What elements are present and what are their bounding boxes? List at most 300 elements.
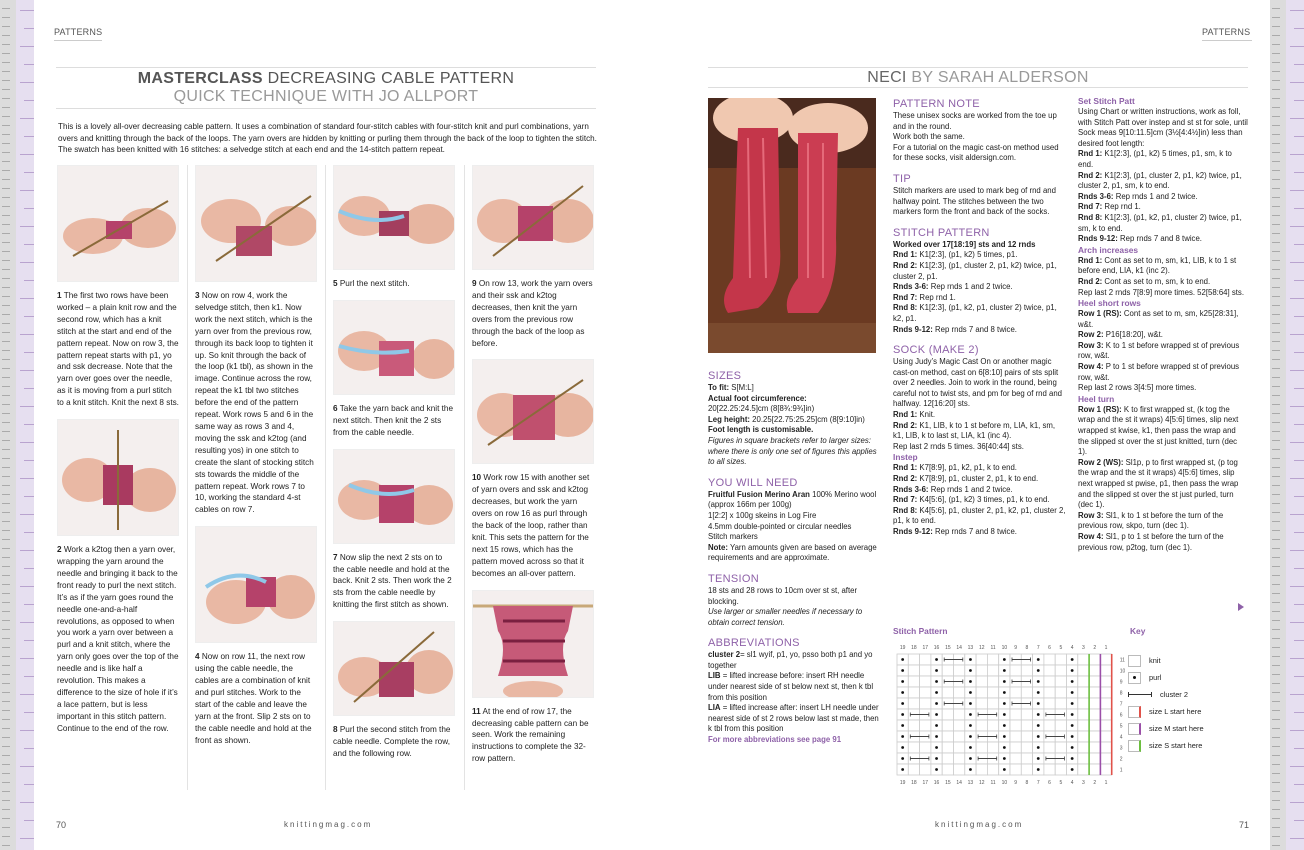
chart-cell bbox=[1010, 753, 1021, 764]
running-head: PATTERNS bbox=[1202, 27, 1252, 41]
chart-cell bbox=[1044, 698, 1055, 709]
chart-cell bbox=[1089, 764, 1100, 775]
article-title bbox=[708, 67, 1248, 88]
chart-purl-dot bbox=[969, 680, 972, 683]
chart-col-label: 3 bbox=[1082, 645, 1085, 651]
chart-cell bbox=[908, 742, 919, 753]
step-photo bbox=[195, 526, 317, 643]
chart-cell bbox=[920, 764, 931, 775]
column-4 bbox=[472, 165, 594, 775]
chart-col-label: 12 bbox=[978, 645, 985, 651]
chart-cell bbox=[908, 720, 919, 731]
set-stitch-heading: Set Stitch Patt bbox=[1078, 96, 1135, 106]
chart-purl-dot bbox=[901, 768, 904, 771]
chart-purl-dot bbox=[1003, 702, 1006, 705]
chart-purl-dot bbox=[969, 658, 972, 661]
page-number: 71 bbox=[1239, 820, 1250, 830]
website: knittingmag.com bbox=[935, 820, 1024, 829]
chart-cell bbox=[1021, 753, 1032, 764]
chart-cell bbox=[1078, 731, 1089, 742]
chart-cell bbox=[1089, 731, 1100, 742]
chart-col-label: 4 bbox=[1070, 645, 1074, 651]
chart-cell bbox=[1089, 665, 1100, 676]
chart-purl-dot bbox=[1071, 691, 1074, 694]
chart-cell bbox=[1089, 720, 1100, 731]
key-item-size-l: size L start here bbox=[1128, 703, 1204, 720]
chart-cell bbox=[920, 687, 931, 698]
step-4: 4 Now on row 11, the next row using the cable needle, the cables are a combination of knit and purl stitches. Work to the start of the cable and leave the yarn at the front. Slip 2 sts on to the cable needle and hold at the front as shown. bbox=[195, 652, 312, 745]
chart-cell bbox=[1089, 654, 1100, 665]
chart-cell bbox=[1089, 687, 1100, 698]
chart-purl-dot bbox=[969, 713, 972, 716]
need-heading: YOU WILL NEED bbox=[708, 476, 798, 489]
chart-cell bbox=[976, 654, 987, 665]
chart-col-label: 6 bbox=[1048, 780, 1051, 786]
key-item-size-s: size S start here bbox=[1128, 737, 1204, 754]
step-photo bbox=[472, 590, 594, 698]
chart-cell bbox=[908, 687, 919, 698]
chart-purl-dot bbox=[1071, 746, 1074, 749]
chart-col-label: 11 bbox=[990, 645, 996, 651]
chart-purl-dot bbox=[901, 669, 904, 672]
chart-purl-dot bbox=[935, 669, 938, 672]
instep-heading: Instep bbox=[893, 452, 918, 463]
step-photo bbox=[472, 359, 594, 464]
chart-col-label: 2 bbox=[1093, 645, 1097, 651]
chart-cell bbox=[976, 720, 987, 731]
chart-cell bbox=[908, 665, 919, 676]
chart-col-label: 3 bbox=[1082, 780, 1085, 786]
step-1: 1 The first two rows have been worked – a plain knit row and the second row, which has a knit stitch at the start and end of the pattern repeat. Now on row 3, the pattern repeat starts with p1, yo and ssk decrease. Note that the yarn over goes over the needle, as it is moving from a purl stitch to a knit stitch. Knit the next 8 sts. bbox=[57, 291, 179, 408]
chart-purl-dot bbox=[935, 768, 938, 771]
chart-cell bbox=[1078, 742, 1089, 753]
chart-cell bbox=[1100, 753, 1111, 764]
step-3: 3 Now on row 4, work the selvedge stitch, then k1. Now work the next stitch, which is the yarn over from the previous row, through its back loop to tighten it up. So knit through the back of the loop (k1 tbl), as shown in the image. Continue across the row, repeat the k1 tbl two stitches before the end of the pattern repeat. Work rows 5 and 6 in the same way as rows 3 and 4, moving the ssk and k2tog (and resulting yos) in one stitch to create the slant of stocking stitch sts towards the middle of the pattern repeat. Work rows 7 to 10, working the standard 4-st cables on row 7. bbox=[195, 291, 314, 515]
right-ruler bbox=[1270, 0, 1304, 850]
chart-purl-dot bbox=[969, 691, 972, 694]
chart-cell bbox=[976, 687, 987, 698]
chart-col-label: 11 bbox=[990, 780, 996, 786]
step-2: 2 Work a k2tog then a yarn over, wrapping the yarn around the needle and bringing it back to the front ready to purl the next stitch. It’s as if the yarn goes round the needle one-and-a-half revolutions, as opposed to when you work a yarn over between a purl and a knit stitch, where the yarn only goes over the top of the needle and is like half a revolution. This makes a difference to the size of hole if it’s a lace pattern, but is less important in this stitch pattern. Continue to the end of the row. bbox=[57, 545, 179, 733]
chart-purl-dot bbox=[1037, 713, 1040, 716]
chart-cell bbox=[1089, 753, 1100, 764]
chart-cell bbox=[954, 687, 965, 698]
chart-row-label: 4 bbox=[1119, 734, 1123, 741]
chart-purl-dot bbox=[935, 735, 938, 738]
chart-cell bbox=[1078, 709, 1089, 720]
chart-col-label: 7 bbox=[1036, 645, 1040, 651]
chart-purl-dot bbox=[901, 713, 904, 716]
chart-purl-dot bbox=[1071, 768, 1074, 771]
chart-cell bbox=[954, 731, 965, 742]
step-11: 11 At the end of row 17, the decreasing cable pattern can be seen. Work the remaining instructions to complete the 32-row pattern. bbox=[472, 706, 589, 764]
chart-cell bbox=[1021, 742, 1032, 753]
subtitle: QUICK TECHNIQUE WITH JO ALLPORT bbox=[173, 88, 479, 105]
chart-purl-dot bbox=[1037, 669, 1040, 672]
column-3 bbox=[333, 165, 455, 770]
chart-col-label: 9 bbox=[1014, 780, 1018, 786]
step-5: 5 Purl the next stitch. bbox=[333, 279, 410, 288]
step-8: 8 Purl the second stitch from the cable needle. Complete the row, and the following row. bbox=[333, 725, 451, 758]
chart-cell bbox=[942, 731, 953, 742]
chart-purl-dot bbox=[935, 680, 938, 683]
sock-photo bbox=[708, 98, 876, 353]
chart-cell bbox=[908, 698, 919, 709]
chart-col-label: 13 bbox=[967, 780, 974, 786]
sizes-section: SIZES To fit: S[M:L] Actual foot circumference: 20[22.25:24.5]cm (8[8¾:9¾]in) Leg height: 20.25[22.75:25.25]cm (8[9:10]in) Foot length is customisable. Figures in square brackets refer to larger sizes: where there is only one set of figures this applies to all sizes. YOU WILL NEED Fruitful Fusion Merino Aran 100% Merino wool (approx 166m per 100g) 1[2:2] x 100g skeins in Log Fire 4.5mm double-pointed or circular needles Stitch markers Note: Yarn amounts given are based on average requirements and are approximate. TENSION 18 sts and 28 rows to 10cm over st st, after blocking. Use larger or smaller needles if necessary to obtain correct tension. ABBREVIATIONS cluster 2= sl1 wyif, p1, yo, psso both p1 and yo together LIB = lifted increase before: insert RH needle under nearest side of st below next st, then k tbl from this position LIA = lifted increase after: insert LH needle under nearest side of st 2 rows below last st made, then k tbl from this position For more abbreviations see page 91 bbox=[708, 370, 879, 745]
left-ruler bbox=[0, 0, 34, 850]
chart-purl-dot bbox=[901, 757, 904, 760]
pattern-note-heading: PATTERN NOTE bbox=[893, 98, 980, 110]
chart-purl-dot bbox=[969, 746, 972, 749]
chart-purl-dot bbox=[1003, 713, 1006, 716]
chart-col-label: 13 bbox=[967, 645, 974, 651]
step-photo bbox=[472, 165, 594, 270]
chart-cell bbox=[954, 665, 965, 676]
chart-cell bbox=[920, 654, 931, 665]
chart-purl-dot bbox=[1003, 746, 1006, 749]
stitch-chart bbox=[893, 640, 1125, 792]
chart-purl-dot bbox=[1071, 735, 1074, 738]
chart-cell bbox=[1100, 665, 1111, 676]
chart-purl-dot bbox=[901, 746, 904, 749]
chart-cell bbox=[1100, 742, 1111, 753]
chart-cell bbox=[908, 654, 919, 665]
chart-cell bbox=[987, 742, 998, 753]
chart-cell bbox=[1021, 764, 1032, 775]
heel-short-rows-heading: Heel short rows bbox=[1078, 298, 1141, 309]
chart-purl-dot bbox=[1071, 658, 1074, 661]
chart-cell bbox=[1078, 764, 1089, 775]
chart-cell bbox=[976, 764, 987, 775]
chart-cell bbox=[1078, 720, 1089, 731]
chart-purl-dot bbox=[1071, 669, 1074, 672]
set-stitch-section: Set Stitch Patt Using Chart or written instructions, work as foll, with Stitch Patt over instep and st st for sole, until Sock meas 9[10:11.5]cm (3½[4:4½]in) less than desired foot length: Rnd 1: K1[2:3], (p1, k2) 5 times, p1, sm, k to end. Rnd 2: K1[2:3], (p1, cluster 2, p1, k2) twice, p1, cluster 2, p1, sm, k to end. Rnds 3-6: Rep rnds 1 and 2 twice. Rnd 7: Rep rnd 1. Rnd 8: K1[2:3], (p1, k2, p1, cluster 2) twice, p1, sm, k to end. Rnds 9-12: Rep rnds 7 and 8 twice. Arch increases Rnd 1: Cont as set to m, sm, k1, LIB, k to 1 st before end, LIA, k1 (inc 2). Rnd 2: Cont as set to m, sm, k to end. Rep last 2 rnds 7[8:9] more times. 52[58:64] sts. Heel short rows Row 1 (RS): Cont as set to m, sm, k25[28:31], w&t. Row 2: P16[18:20], w&t. Row 3: K to 1 st before wrapped st of previous row, w&t. Row 4: P to 1 st before wrapped st of previous row, w&t. Rep last 2 rows 3[4:5] more times. Heel turn Row 1 (RS): K to first wrapped st, (k tog the wrap and the st it wraps) 4[5:6] times, slip next wrapped st kwise, k1, then pass the wrap and the slipped st over the st just knitted, turn (dec 1). Row 2 (WS): Sl1p, p to first wrapped st, (p tog the wrap and the st it wraps) 4[5:6] times, slip next wrapped st pwise, p1, then pass the wrap and the slipped st over the st just purled, turn (dec 1). Row 3: Sl1, k to 1 st before the turn of the previous row, skpo, turn (dec 1). Row 4: Sl1, p to 1 st before the turn of the previous row, p2tog, turn (dec 1). bbox=[1078, 96, 1248, 552]
chart-cell bbox=[1055, 764, 1066, 775]
tension-heading: TENSION bbox=[708, 572, 759, 585]
chart-purl-dot bbox=[1071, 702, 1074, 705]
chart-cell bbox=[987, 720, 998, 731]
chart-col-label: 19 bbox=[899, 645, 906, 651]
chart-cell bbox=[942, 720, 953, 731]
chart-col-label: 16 bbox=[933, 780, 940, 786]
chart-cell bbox=[942, 665, 953, 676]
chart-cell bbox=[1078, 698, 1089, 709]
chart-cell bbox=[1089, 698, 1100, 709]
title-bold: MASTERCLASS bbox=[137, 70, 263, 87]
step-photo bbox=[333, 621, 455, 716]
chart-purl-dot bbox=[1003, 691, 1006, 694]
chart-purl-dot bbox=[935, 658, 938, 661]
chart-cell bbox=[1021, 665, 1032, 676]
chart-purl-dot bbox=[1037, 724, 1040, 727]
chart-col-label: 17 bbox=[922, 780, 929, 786]
chart-col-label: 2 bbox=[1093, 780, 1097, 786]
chart-col-label: 16 bbox=[933, 645, 940, 651]
chart-cell bbox=[1055, 665, 1066, 676]
chart-cell bbox=[1055, 676, 1066, 687]
chart-purl-dot bbox=[1037, 768, 1040, 771]
chart-cell bbox=[954, 709, 965, 720]
tip-heading: TIP bbox=[893, 172, 912, 185]
chart-purl-dot bbox=[935, 746, 938, 749]
chart-cell bbox=[1010, 742, 1021, 753]
chart-col-label: 1 bbox=[1104, 645, 1108, 651]
column-2 bbox=[195, 165, 317, 756]
chart-cell bbox=[1100, 654, 1111, 665]
column-1 bbox=[57, 165, 179, 745]
chart-purl-dot bbox=[935, 724, 938, 727]
chart-cell bbox=[1100, 764, 1111, 775]
chart-purl-dot bbox=[1003, 669, 1006, 672]
page-number: 70 bbox=[56, 820, 67, 830]
chart-purl-dot bbox=[1003, 735, 1006, 738]
pattern-note-section: PATTERN NOTE These unisex socks are worked from the toe up and in the round. Work both the same. For a tutorial on the magic cast-on method used for these socks, visit aldersign.com. TIP Stitch markers are used to mark beg of rnd and halfway point. The stitches between the two markers form the front and back of the socks. STITCH PATTERN Worked over 17[18:19] sts and 12 rnds Rnd 1: K1[2:3], (p1, k2) 5 times, p1. Rnd 2: K1[2:3], (p1, cluster 2, p1, k2) twice, p1, cluster 2, p1. Rnds 3-6: Rep rnds 1 and 2 twice. Rnd 7: Rep rnd 1. Rnd 8: K1[2:3], (p1, k2, p1, cluster 2) twice, p1, k2, p1. Rnds 9-12: Rep rnds 7 and 8 twice. SOCK (MAKE 2) Using Judy’s Magic Cast On or another magic cast-on method, cast on 6[8:10] pairs of sts split over 2 needles. Join to work in the round, being careful not to twist sts, and pm for beg of rnd and halfway. 12[16:20] sts. Rnd 1: Knit. Rnd 2: K1, LIB, k to 1 st before m, LIA, k1, sm, k1, LIB, k to last st, LIA, k1 (inc 4). Rep last 2 rnds 5 times. 36[40:44] sts. Instep Rnd 1: K7[8:9], p1, k2, p1, k to end. Rnd 2: K7[8:9], p1, cluster 2, p1, k to end. Rnds 3-6: Rep rnds 1 and 2 twice. Rnd 7: K4[5:6], (p1, k2) 3 times, p1, k to end. Rnd 8: K4[5:6], p1, cluster 2, p1, k2, p1, cluster 2, p1, k to end. Rnds 9-12: Rep rnds 7 and 8 twice. bbox=[893, 98, 1066, 536]
sizes-heading: SIZES bbox=[708, 370, 742, 382]
key-item-knit: knit bbox=[1128, 652, 1204, 669]
chart-cell bbox=[1010, 665, 1021, 676]
chart-cell bbox=[942, 753, 953, 764]
chart-cell bbox=[908, 676, 919, 687]
chart-col-label: 8 bbox=[1025, 645, 1029, 651]
chart-cell bbox=[942, 764, 953, 775]
chart-row-label: 8 bbox=[1119, 690, 1123, 697]
chart-purl-dot bbox=[935, 691, 938, 694]
chart-cell bbox=[1021, 687, 1032, 698]
chart-cell bbox=[1055, 654, 1066, 665]
title-rest: BY SARAH ALDERSON bbox=[906, 69, 1089, 86]
chart-cell bbox=[1021, 731, 1032, 742]
chart-purl-dot bbox=[1003, 680, 1006, 683]
chart-cell bbox=[1010, 687, 1021, 698]
chart-cell bbox=[1078, 753, 1089, 764]
chart-cell bbox=[1089, 676, 1100, 687]
chart-col-label: 18 bbox=[911, 645, 917, 651]
chart-cell bbox=[987, 676, 998, 687]
chart-cell bbox=[987, 764, 998, 775]
left-page bbox=[34, 0, 652, 850]
chart-purl-dot bbox=[1037, 746, 1040, 749]
chart-cell bbox=[1044, 720, 1055, 731]
chart-cell bbox=[1055, 742, 1066, 753]
chart-purl-dot bbox=[901, 691, 904, 694]
chart-cell bbox=[987, 654, 998, 665]
continue-arrow-icon bbox=[1238, 603, 1244, 611]
chart-cell bbox=[1055, 720, 1066, 731]
chart-cell bbox=[954, 753, 965, 764]
chart-purl-dot bbox=[969, 702, 972, 705]
step-photo bbox=[57, 419, 179, 536]
chart-col-label: 19 bbox=[899, 780, 906, 786]
chart-cell bbox=[1055, 687, 1066, 698]
chart-cell bbox=[920, 676, 931, 687]
chart-cell bbox=[1089, 742, 1100, 753]
chart-cell bbox=[1078, 665, 1089, 676]
chart-row-label: 5 bbox=[1119, 723, 1123, 730]
running-head: PATTERNS bbox=[54, 27, 102, 41]
chart-cell bbox=[1100, 720, 1111, 731]
chart-purl-dot bbox=[901, 724, 904, 727]
chart-row-label: 9 bbox=[1119, 679, 1123, 686]
title-rest: DECREASING CABLE PATTERN bbox=[262, 70, 515, 87]
chart-cell bbox=[1100, 676, 1111, 687]
chart-col-label: 12 bbox=[978, 780, 985, 786]
chart-purl-dot bbox=[935, 713, 938, 716]
chart-cell bbox=[920, 698, 931, 709]
chart-col-label: 10 bbox=[1001, 645, 1008, 651]
chart-purl-dot bbox=[969, 724, 972, 727]
more-abbreviations-link[interactable]: For more abbreviations see page 91 bbox=[708, 735, 842, 745]
chart-purl-dot bbox=[935, 702, 938, 705]
key-item-cluster: cluster 2 bbox=[1128, 686, 1204, 703]
chart-col-label: 5 bbox=[1059, 645, 1063, 651]
chart-cell bbox=[1021, 720, 1032, 731]
chart-purl-dot bbox=[1071, 757, 1074, 760]
chart-cell bbox=[1044, 742, 1055, 753]
chart-cell bbox=[1100, 687, 1111, 698]
chart-cell bbox=[1010, 731, 1021, 742]
chart-cell bbox=[942, 709, 953, 720]
chart-cell bbox=[1010, 764, 1021, 775]
chart-purl-dot bbox=[969, 669, 972, 672]
chart-cell bbox=[920, 742, 931, 753]
chart-cell bbox=[987, 698, 998, 709]
chart-cell bbox=[942, 687, 953, 698]
chart-col-label: 17 bbox=[922, 645, 929, 651]
chart-purl-dot bbox=[1037, 735, 1040, 738]
chart-cell bbox=[954, 764, 965, 775]
key-item-size-m: size M start here bbox=[1128, 720, 1204, 737]
chart-row-label: 11 bbox=[1119, 657, 1125, 664]
chart-cell bbox=[1010, 720, 1021, 731]
key-item-purl: purl bbox=[1128, 669, 1204, 686]
arch-heading: Arch increases bbox=[1078, 244, 1139, 255]
chart-key bbox=[1128, 652, 1204, 754]
chart-cell bbox=[987, 687, 998, 698]
chart-cell bbox=[1044, 654, 1055, 665]
chart-row-label: 2 bbox=[1119, 756, 1123, 763]
chart-cell bbox=[942, 742, 953, 753]
chart-cell bbox=[976, 698, 987, 709]
chart-purl-dot bbox=[1071, 724, 1074, 727]
chart-cell bbox=[920, 665, 931, 676]
sock-heading: SOCK (MAKE 2) bbox=[893, 344, 979, 357]
chart-col-label: 1 bbox=[1104, 780, 1108, 786]
chart-row-label: 1 bbox=[1119, 767, 1123, 774]
step-6: 6 Take the yarn back and knit the next stitch. Then knit the 2 sts from the cable needle. bbox=[333, 403, 454, 437]
key-title: Key bbox=[1130, 626, 1146, 636]
chart-row-label: 7 bbox=[1119, 701, 1123, 708]
heel-turn-heading: Heel turn bbox=[1078, 393, 1115, 404]
chart-purl-dot bbox=[1003, 757, 1006, 760]
chart-purl-dot bbox=[1003, 724, 1006, 727]
chart-col-label: 15 bbox=[945, 780, 951, 786]
chart-cell bbox=[954, 720, 965, 731]
step-photo bbox=[333, 165, 455, 270]
chart-purl-dot bbox=[901, 658, 904, 661]
chart-cell bbox=[1100, 709, 1111, 720]
chart-cell bbox=[1044, 665, 1055, 676]
chart-cell bbox=[987, 665, 998, 676]
chart-cell bbox=[1044, 687, 1055, 698]
chart-cell bbox=[976, 676, 987, 687]
step-photo bbox=[333, 300, 455, 395]
chart-purl-dot bbox=[969, 735, 972, 738]
abbreviations-heading: ABBREVIATIONS bbox=[708, 637, 800, 650]
chart-purl-dot bbox=[1037, 680, 1040, 683]
chart-purl-dot bbox=[1037, 757, 1040, 760]
intro-text: This is a lovely all-over decreasing cable pattern. It uses a combination of standard four-stitch cables with four-stitch knit and purl combinations, yarn overs and knitting through the back of the loops. The yarn overs are hidden by knitting or purling them through the back of the loop to tighten the stitch. The swatch has been knitted with 16 stitches: a selvedge stitch at each end and the 14-stitch pattern repeat. bbox=[58, 122, 597, 155]
chart-col-label: 6 bbox=[1048, 645, 1051, 651]
stitch-pattern-heading: STITCH PATTERN bbox=[893, 226, 990, 239]
chart-col-label: 7 bbox=[1036, 780, 1040, 786]
chart-cell bbox=[976, 665, 987, 676]
chart-cell bbox=[1044, 676, 1055, 687]
chart-col-label: 14 bbox=[956, 645, 962, 651]
chart-purl-dot bbox=[1003, 768, 1006, 771]
chart-cell bbox=[1078, 654, 1089, 665]
chart-cell bbox=[1100, 698, 1111, 709]
chart-purl-dot bbox=[1071, 713, 1074, 716]
chart-col-label: 5 bbox=[1059, 780, 1063, 786]
chart-purl-dot bbox=[1037, 691, 1040, 694]
step-photo bbox=[57, 165, 179, 282]
chart-cell bbox=[920, 720, 931, 731]
chart-purl-dot bbox=[901, 702, 904, 705]
chart-title: Stitch Pattern bbox=[893, 626, 948, 636]
chart-purl-dot bbox=[901, 680, 904, 683]
step-7: 7 Now slip the next 2 sts on to the cable needle and hold at the back. Knit 2 sts. Then work the 2 sts from the cable needle by knitting the first stitch as shown. bbox=[333, 552, 452, 610]
chart-purl-dot bbox=[1071, 680, 1074, 683]
chart-cell bbox=[1021, 709, 1032, 720]
chart-purl-dot bbox=[901, 735, 904, 738]
chart-col-label: 10 bbox=[1001, 780, 1008, 786]
chart-col-label: 18 bbox=[911, 780, 917, 786]
step-photo bbox=[195, 165, 317, 282]
chart-purl-dot bbox=[1037, 702, 1040, 705]
article-title bbox=[56, 67, 596, 109]
chart-cell bbox=[954, 742, 965, 753]
chart-cell bbox=[976, 742, 987, 753]
chart-row-label: 3 bbox=[1119, 745, 1123, 752]
chart-cell bbox=[908, 764, 919, 775]
chart-cell bbox=[1078, 676, 1089, 687]
chart-purl-dot bbox=[1003, 658, 1006, 661]
step-photo bbox=[333, 449, 455, 544]
chart-cell bbox=[1078, 687, 1089, 698]
step-9: 9 On row 13, work the yarn overs and their ssk and k2tog decreases, then knit the yarn overs from the previous row through the back of the loop as before. bbox=[472, 279, 593, 348]
chart-purl-dot bbox=[969, 757, 972, 760]
chart-purl-dot bbox=[935, 757, 938, 760]
chart-purl-dot bbox=[969, 768, 972, 771]
chart-col-label: 15 bbox=[945, 645, 951, 651]
chart-cell bbox=[1100, 731, 1111, 742]
chart-cell bbox=[1010, 709, 1021, 720]
chart-cell bbox=[1089, 709, 1100, 720]
chart-cell bbox=[1044, 764, 1055, 775]
chart-purl-dot bbox=[1037, 658, 1040, 661]
chart-col-label: 8 bbox=[1025, 780, 1029, 786]
website: knittingmag.com bbox=[284, 820, 373, 829]
chart-row-label: 6 bbox=[1119, 712, 1123, 719]
step-10: 10 Work row 15 with another set of yarn overs and ssk and k2tog decreases, but work the yarn overs on row 16 as purl through the back of the loop, rather than knit. This sets the pattern for the next 15 rows, which has the pattern moved across so that it becomes an all-over pattern. bbox=[472, 473, 590, 578]
chart-col-label: 9 bbox=[1014, 645, 1018, 651]
title-bold: NECI bbox=[867, 69, 907, 86]
chart-row-label: 10 bbox=[1119, 668, 1125, 675]
chart-col-label: 14 bbox=[956, 780, 962, 786]
chart-col-label: 4 bbox=[1070, 780, 1074, 786]
chart-cell bbox=[1055, 698, 1066, 709]
